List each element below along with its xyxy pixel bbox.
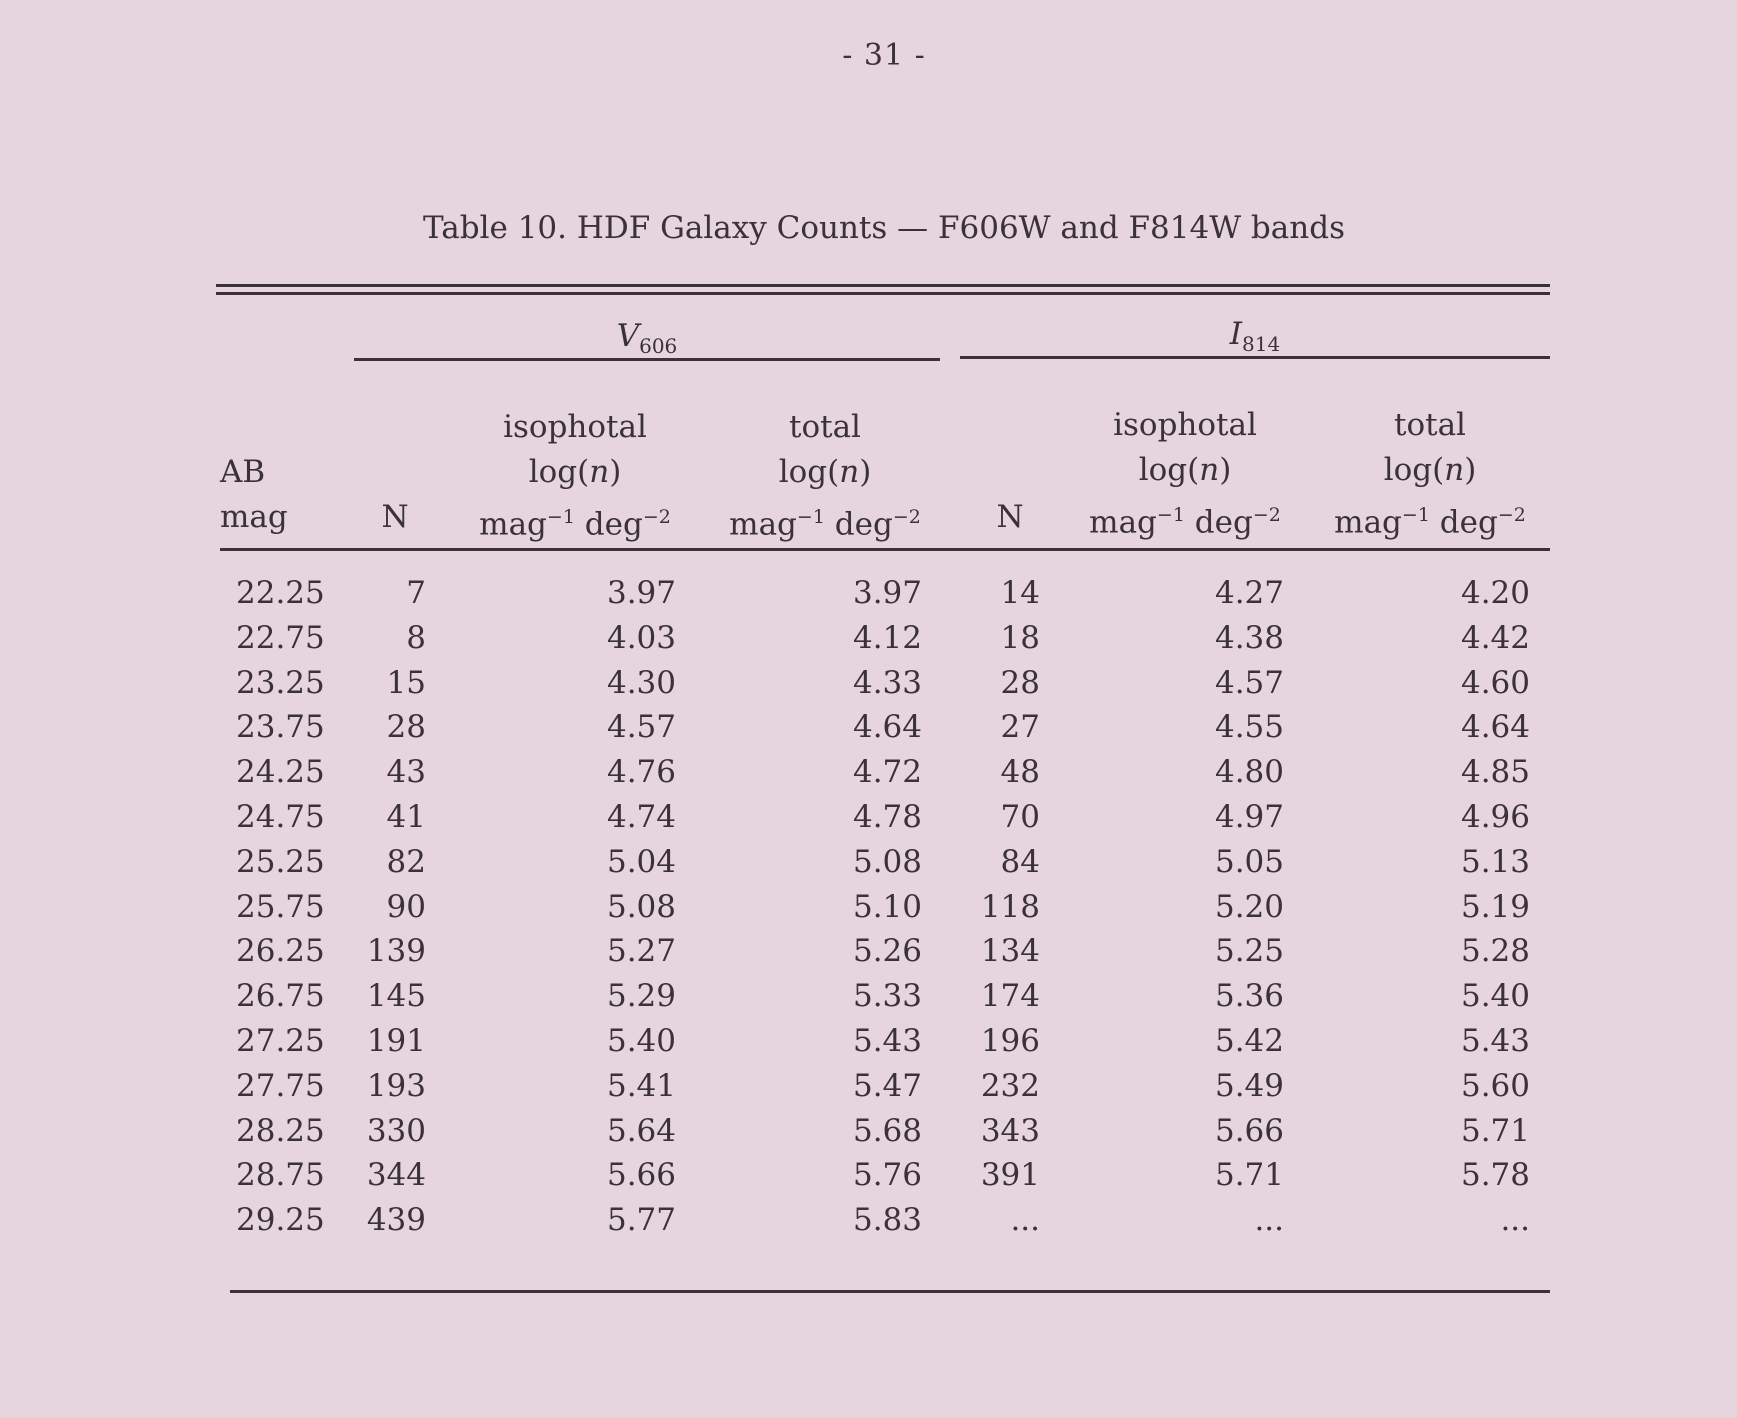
cell-total-i814: 5.71 <box>1460 1112 1530 1149</box>
cell-ab-mag: 25.25 <box>236 843 325 880</box>
cell-iso-i814: 5.36 <box>1214 978 1284 1015</box>
cell-ab-mag: 24.75 <box>236 798 325 835</box>
cell-n-v606: 330 <box>366 1112 426 1149</box>
table-row <box>0 665 1737 710</box>
cell-iso-v606: 5.04 <box>606 843 676 880</box>
cell-n-i814: 48 <box>1000 754 1040 791</box>
cell-iso-v606: 4.03 <box>606 619 676 656</box>
cell-n-i814: 14 <box>1000 575 1040 611</box>
cell-total-i814: 4.85 <box>1460 754 1530 791</box>
group-label-i814: $I_{814}$ <box>1229 316 1281 357</box>
cell-total-v606: 3.97 <box>852 575 922 611</box>
cell-total-i814: 4.96 <box>1460 798 1530 835</box>
cell-total-i814: 5.78 <box>1460 1157 1530 1194</box>
cell-iso-i814: 4.27 <box>1214 575 1284 611</box>
cell-n-v606: 139 <box>366 933 426 970</box>
cell-n-i814: 232 <box>980 1067 1040 1104</box>
table-row <box>0 709 1737 754</box>
cell-n-v606: 43 <box>386 754 426 791</box>
cell-ab-mag: 22.75 <box>236 619 325 656</box>
header-total-i814: total log(n) mag$^{-1}$ deg$^{-2}$ <box>1334 407 1526 541</box>
cell-iso-i814: 4.80 <box>1214 754 1284 791</box>
cell-total-i814: 5.13 <box>1460 843 1530 880</box>
cell-n-i814: 70 <box>1000 798 1040 835</box>
header-rule <box>220 548 1550 551</box>
cell-iso-i814: 5.49 <box>1214 1067 1284 1104</box>
cell-n-i814: 196 <box>980 1022 1040 1059</box>
cell-iso-v606: 4.76 <box>606 754 676 791</box>
page-number: - 31 - <box>842 38 926 73</box>
cell-iso-v606: 5.27 <box>606 933 676 970</box>
cell-total-i814: 4.20 <box>1460 575 1530 611</box>
cell-iso-v606: 4.74 <box>606 798 676 835</box>
header-total-v606: total log(n) mag$^{-1}$ deg$^{-2}$ <box>729 409 921 543</box>
i814-spanner-rule <box>960 356 1550 359</box>
cell-n-v606: 145 <box>366 978 426 1015</box>
cell-total-i814: 5.60 <box>1460 1067 1530 1104</box>
table-row <box>0 799 1737 844</box>
v606-spanner-rule <box>354 358 940 361</box>
cell-n-v606: 41 <box>386 798 426 835</box>
cell-total-v606: 4.12 <box>852 619 922 656</box>
cell-total-i814: 4.64 <box>1460 709 1530 746</box>
cell-total-v606: 5.10 <box>852 888 922 925</box>
cell-iso-i814: 5.71 <box>1214 1157 1284 1194</box>
cell-total-i814: 5.28 <box>1460 933 1530 970</box>
cell-total-v606: 4.78 <box>852 798 922 835</box>
cell-total-v606: 5.43 <box>852 1022 922 1059</box>
cell-iso-v606: 4.57 <box>606 709 676 746</box>
cell-iso-i814: ... <box>1254 1202 1284 1239</box>
cell-n-i814: 28 <box>1000 664 1040 701</box>
cell-n-v606: 191 <box>366 1022 426 1059</box>
header-isophotal-i814: isophotal log(n) mag$^{-1}$ deg$^{-2}$ <box>1089 407 1281 541</box>
cell-total-v606: 4.64 <box>852 709 922 746</box>
cell-ab-mag: 28.75 <box>236 1157 325 1194</box>
table-row <box>0 889 1737 934</box>
header-n-v606: N <box>381 499 409 535</box>
table-row <box>0 1068 1737 1113</box>
cell-total-v606: 4.33 <box>852 664 922 701</box>
top-rule-double <box>216 292 1550 295</box>
table-caption: Table 10. HDF Galaxy Counts — F606W and F814W bands <box>423 210 1345 246</box>
cell-n-v606: 193 <box>366 1067 426 1104</box>
cell-ab-mag: 22.25 <box>236 575 325 611</box>
cell-iso-i814: 4.55 <box>1214 709 1284 746</box>
cell-iso-i814: 5.42 <box>1214 1022 1284 1059</box>
cell-iso-i814: 4.38 <box>1214 619 1284 656</box>
cell-iso-i814: 4.57 <box>1214 664 1284 701</box>
cell-total-v606: 5.83 <box>852 1202 922 1239</box>
cell-n-i814: 18 <box>1000 619 1040 656</box>
cell-iso-v606: 5.08 <box>606 888 676 925</box>
table-row <box>0 978 1737 1023</box>
cell-n-v606: 28 <box>386 709 426 746</box>
cell-iso-v606: 5.66 <box>606 1157 676 1194</box>
cell-total-i814: 5.19 <box>1460 888 1530 925</box>
cell-ab-mag: 25.75 <box>236 888 325 925</box>
cell-total-v606: 5.26 <box>852 933 922 970</box>
table-row <box>0 1113 1737 1158</box>
cell-n-i814: 391 <box>980 1157 1040 1194</box>
cell-iso-i814: 5.25 <box>1214 933 1284 970</box>
cell-total-v606: 5.76 <box>852 1157 922 1194</box>
cell-ab-mag: 28.25 <box>236 1112 325 1149</box>
cell-iso-v606: 5.41 <box>606 1067 676 1104</box>
cell-n-i814: 174 <box>980 978 1040 1015</box>
cell-iso-i814: 5.05 <box>1214 843 1284 880</box>
header-n-i814: N <box>996 499 1024 535</box>
cell-total-i814: 5.40 <box>1460 978 1530 1015</box>
cell-total-v606: 5.08 <box>852 843 922 880</box>
cell-iso-v606: 5.77 <box>606 1202 676 1239</box>
cell-n-i814: 343 <box>980 1112 1040 1149</box>
cell-ab-mag: 29.25 <box>236 1202 325 1239</box>
group-label-v606: $V_{606}$ <box>616 318 678 359</box>
cell-iso-v606: 4.30 <box>606 664 676 701</box>
cell-n-i814: 134 <box>980 933 1040 970</box>
top-rule <box>216 284 1550 287</box>
cell-total-v606: 5.68 <box>852 1112 922 1149</box>
cell-n-i814: 118 <box>980 888 1040 925</box>
table-row <box>0 575 1737 620</box>
cell-n-i814: 84 <box>1000 843 1040 880</box>
cell-ab-mag: 27.75 <box>236 1067 325 1104</box>
cell-total-i814: 5.43 <box>1460 1022 1530 1059</box>
header-ab-mag: AB mag <box>220 454 288 535</box>
table-row <box>0 754 1737 799</box>
table-row <box>0 933 1737 978</box>
cell-n-v606: 7 <box>406 575 426 611</box>
cell-total-v606: 4.72 <box>852 754 922 791</box>
cell-n-i814: 27 <box>1000 709 1040 746</box>
cell-n-v606: 15 <box>386 664 426 701</box>
cell-iso-v606: 3.97 <box>606 575 676 611</box>
cell-ab-mag: 26.75 <box>236 978 325 1015</box>
cell-n-v606: 439 <box>366 1202 426 1239</box>
table-row <box>0 844 1737 889</box>
cell-ab-mag: 26.25 <box>236 933 325 970</box>
header-isophotal-v606: isophotal log(n) mag$^{-1}$ deg$^{-2}$ <box>479 409 671 543</box>
table-row <box>0 620 1737 665</box>
cell-n-i814: ... <box>1010 1202 1040 1239</box>
cell-n-v606: 90 <box>386 888 426 925</box>
cell-iso-v606: 5.40 <box>606 1022 676 1059</box>
table-row <box>0 1157 1737 1202</box>
cell-ab-mag: 23.25 <box>236 664 325 701</box>
cell-iso-v606: 5.29 <box>606 978 676 1015</box>
cell-ab-mag: 23.75 <box>236 709 325 746</box>
cell-ab-mag: 24.25 <box>236 754 325 791</box>
cell-total-i814: 4.42 <box>1460 619 1530 656</box>
table-body <box>0 575 1737 1247</box>
cell-total-i814: 4.60 <box>1460 664 1530 701</box>
cell-n-v606: 82 <box>386 843 426 880</box>
cell-total-v606: 5.47 <box>852 1067 922 1104</box>
table-row <box>0 1202 1737 1247</box>
cell-n-v606: 8 <box>406 619 426 656</box>
cell-iso-i814: 4.97 <box>1214 798 1284 835</box>
cell-ab-mag: 27.25 <box>236 1022 325 1059</box>
cell-total-i814: ... <box>1500 1202 1530 1239</box>
cell-iso-i814: 5.66 <box>1214 1112 1284 1149</box>
cell-total-v606: 5.33 <box>852 978 922 1015</box>
cell-iso-i814: 5.20 <box>1214 888 1284 925</box>
cell-n-v606: 344 <box>366 1157 426 1194</box>
cell-iso-v606: 5.64 <box>606 1112 676 1149</box>
table-row <box>0 1023 1737 1068</box>
bottom-rule <box>230 1290 1550 1293</box>
